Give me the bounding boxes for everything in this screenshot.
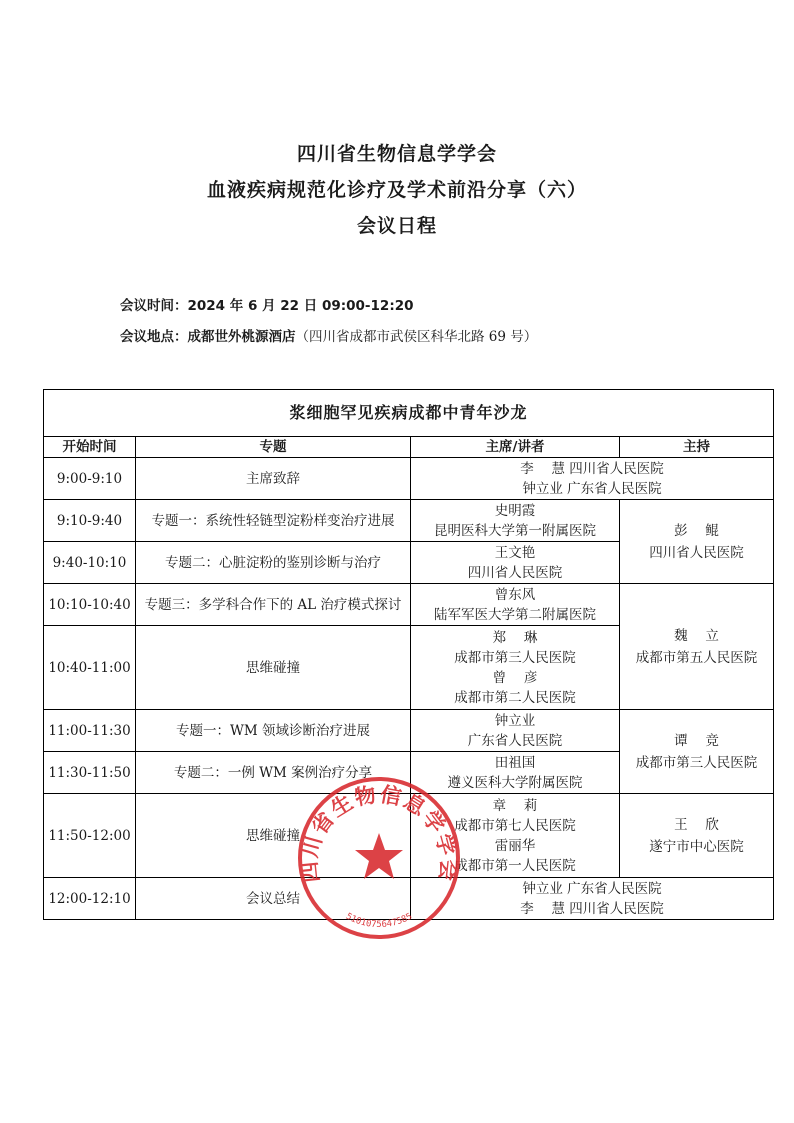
session-host xyxy=(620,710,774,794)
session-speakers xyxy=(411,584,620,626)
speaker-line: 曾东风 xyxy=(494,586,536,603)
host-name: 谭 竞 xyxy=(674,732,719,749)
speaker-line: 钟立业 广东省人民医院 xyxy=(522,880,662,897)
speaker-line: 钟立业 xyxy=(494,712,536,729)
speaker-line: 李 慧 四川省人民医院 xyxy=(520,460,664,477)
session-topic: 专题一：系统性轻链型淀粉样变治疗进展 xyxy=(136,500,411,542)
meeting-time xyxy=(120,294,414,314)
speaker-line: 田祖国 xyxy=(494,754,536,771)
session-topic: 专题三：多学科合作下的 AL 治疗模式探讨 xyxy=(136,584,411,626)
table-caption-row xyxy=(44,390,774,437)
seal-number: 5101075647585 xyxy=(343,911,415,931)
speaker-line: 广东省人民医院 xyxy=(467,732,563,749)
meeting-venue-name: 成都世外桃源酒店 xyxy=(187,329,296,345)
col-header-host: 主持 xyxy=(620,437,774,458)
session-topic: 专题二：心脏淀粉的鉴别诊断与治疗 xyxy=(136,542,411,584)
session-topic: 主席致辞 xyxy=(136,458,411,500)
session-speakers xyxy=(411,626,620,710)
session-speakers xyxy=(411,878,774,920)
table-row xyxy=(44,584,774,626)
session-speakers xyxy=(411,794,620,878)
session-speakers xyxy=(411,542,620,584)
session-speakers xyxy=(411,500,620,542)
meeting-venue xyxy=(120,325,537,345)
session-topic: 专题一：WM 领域诊断治疗进展 xyxy=(136,710,411,752)
speaker-line: 陆军军医大学第二附属医院 xyxy=(434,606,596,623)
session-host xyxy=(620,584,774,710)
session-time: 9:00-9:10 xyxy=(44,458,136,500)
session-time: 11:50-12:00 xyxy=(44,794,136,878)
session-time: 11:00-11:30 xyxy=(44,710,136,752)
seal-org-name: 四川省生物信息学学会 xyxy=(297,782,461,884)
table-row xyxy=(44,500,774,542)
org-title: 四川省生物信息学学会 xyxy=(296,143,497,165)
speaker-line: 成都市第一人民医院 xyxy=(454,857,576,874)
table-caption: 浆细胞罕见疾病成都中青年沙龙 xyxy=(44,390,774,437)
schedule-table xyxy=(43,389,774,920)
speaker-line: 雷丽华 xyxy=(494,837,536,854)
speaker-line: 遵义医科大学附属医院 xyxy=(447,774,583,791)
session-time: 9:40-10:10 xyxy=(44,542,136,584)
session-topic: 思维碰撞 xyxy=(136,626,411,710)
session-host xyxy=(620,500,774,584)
schedule-title: 会议日程 xyxy=(356,215,437,237)
speaker-line: 曾 彦 xyxy=(492,669,538,686)
session-topic: 专题二：一例 WM 案例治疗分享 xyxy=(136,752,411,794)
host-org: 四川省人民医院 xyxy=(649,544,744,561)
session-speakers xyxy=(411,458,774,500)
col-header-time: 开始时间 xyxy=(44,437,136,458)
speaker-line: 成都市第二人民医院 xyxy=(454,689,576,706)
speaker-line: 成都市第三人民医院 xyxy=(454,649,576,666)
session-topic: 会议总结 xyxy=(136,878,411,920)
host-name: 魏 立 xyxy=(674,627,719,644)
host-org: 成都市第三人民医院 xyxy=(635,754,758,771)
host-name: 彭 鲲 xyxy=(674,522,719,539)
session-time: 10:40-11:00 xyxy=(44,626,136,710)
event-title: 血液疾病规范化诊疗及学术前沿分享（六） xyxy=(206,179,587,201)
table-row xyxy=(44,710,774,752)
document-header xyxy=(0,136,794,244)
host-org: 遂宁市中心医院 xyxy=(649,838,744,855)
session-topic: 思维碰撞 xyxy=(136,794,411,878)
speaker-line: 成都市第七人民医院 xyxy=(454,817,576,834)
host-name: 王 欣 xyxy=(674,816,719,833)
session-host xyxy=(620,794,774,878)
session-speakers xyxy=(411,710,620,752)
speaker-line: 钟立业 广东省人民医院 xyxy=(522,480,662,497)
session-speakers xyxy=(411,752,620,794)
table-row xyxy=(44,458,774,500)
col-header-speakers: 主席/讲者 xyxy=(411,437,620,458)
speaker-line: 郑 琳 xyxy=(492,629,538,646)
session-time: 11:30-11:50 xyxy=(44,752,136,794)
speaker-line: 王文艳 xyxy=(494,544,536,561)
col-header-topic: 专题 xyxy=(136,437,411,458)
host-org: 成都市第五人民医院 xyxy=(635,649,758,666)
meeting-venue-address: （四川省成都市武侯区科华北路 69 号） xyxy=(295,329,538,345)
meeting-time-label: 会议时间： xyxy=(120,298,188,314)
speaker-line: 章 莉 xyxy=(492,797,538,814)
session-time: 9:10-9:40 xyxy=(44,500,136,542)
speaker-line: 昆明医科大学第一附属医院 xyxy=(434,522,596,539)
speaker-line: 史明霞 xyxy=(494,502,536,519)
table-row xyxy=(44,878,774,920)
session-time: 10:10-10:40 xyxy=(44,584,136,626)
speaker-line: 四川省人民医院 xyxy=(467,564,563,581)
meeting-venue-label: 会议地点： xyxy=(120,329,188,345)
session-time: 12:00-12:10 xyxy=(44,878,136,920)
table-row xyxy=(44,794,774,878)
speaker-line: 李 慧 四川省人民医院 xyxy=(520,900,664,917)
meeting-time-value: 2024 年 6 月 22 日 09:00-12:20 xyxy=(187,298,414,314)
table-header-row xyxy=(44,437,774,458)
